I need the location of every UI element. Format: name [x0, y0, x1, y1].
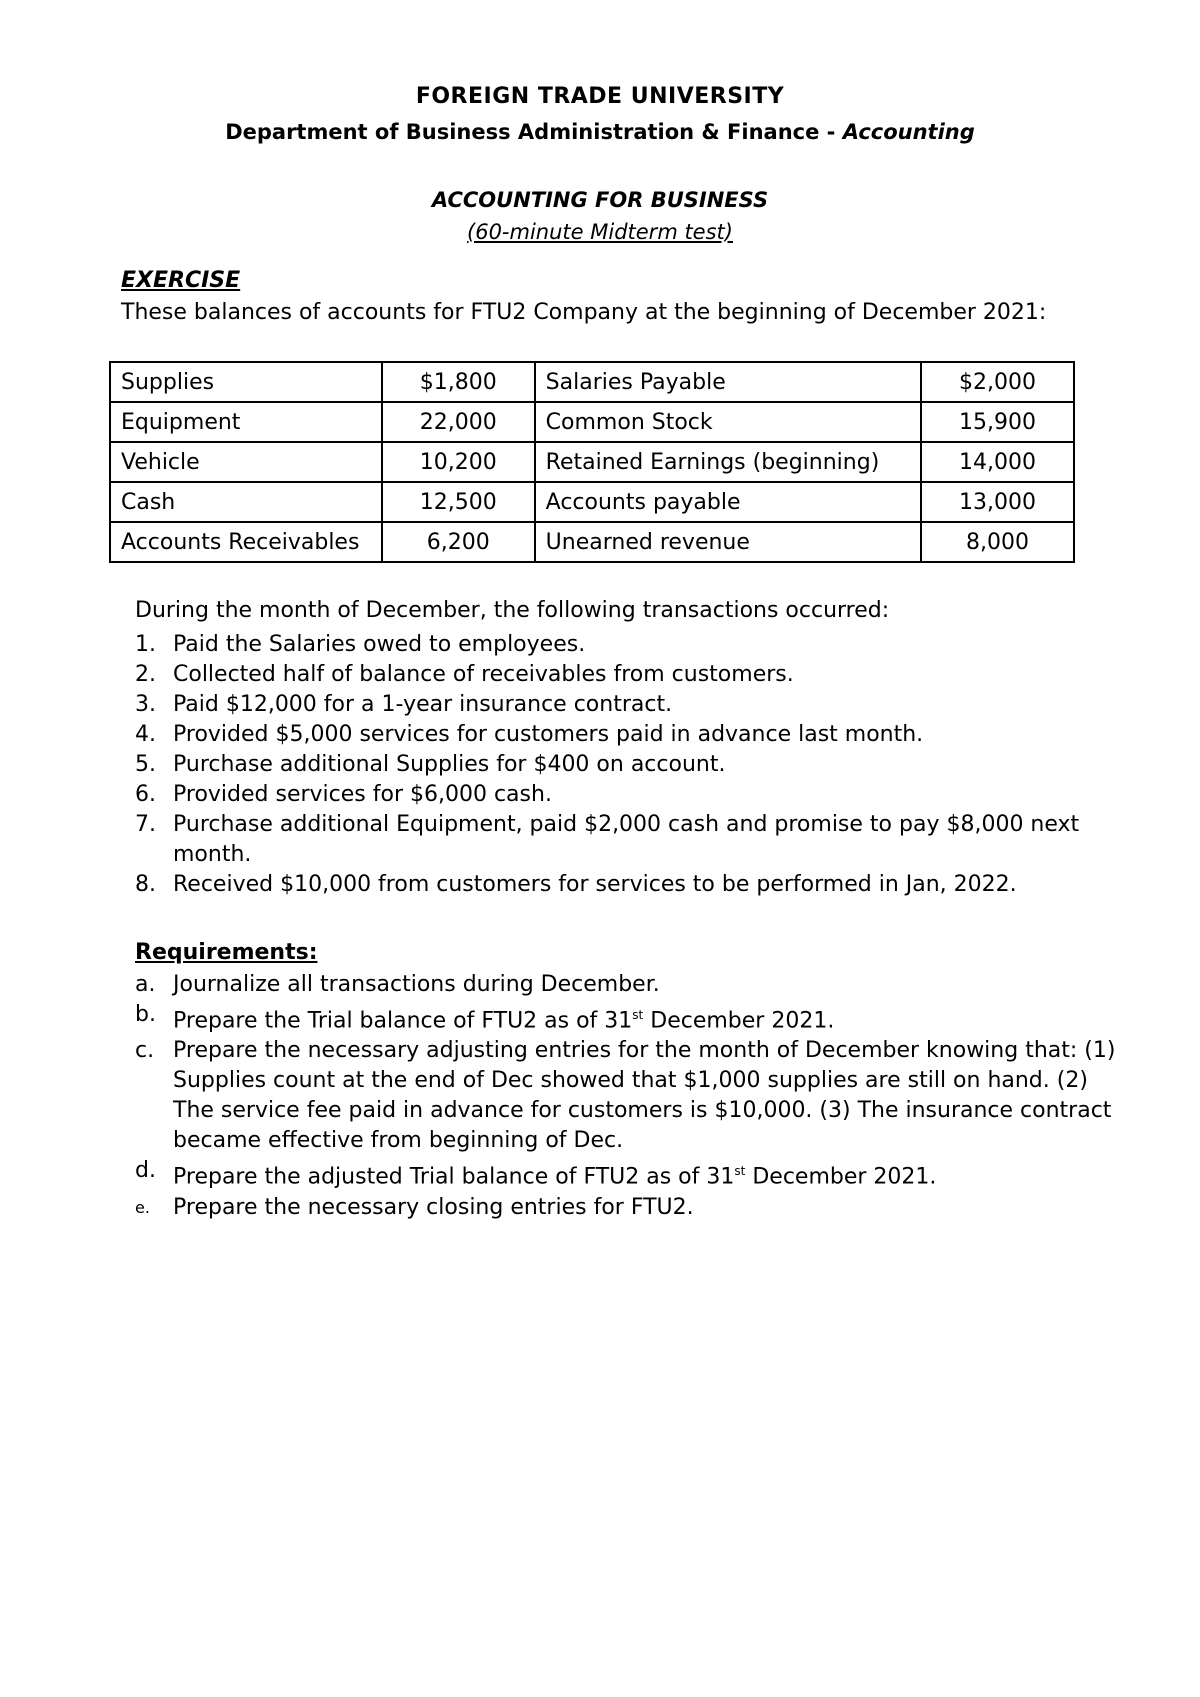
account-value: 14,000 — [921, 442, 1074, 482]
item-letter: c. — [135, 1038, 155, 1064]
account-value: 15,900 — [921, 402, 1074, 442]
item-number: 6. — [135, 782, 156, 807]
account-name: Salaries Payable — [535, 362, 921, 402]
department-prefix: Department of Business Administration & Finance - — [225, 120, 843, 144]
account-value: $2,000 — [921, 362, 1074, 402]
account-name: Retained Earnings (beginning) — [535, 442, 921, 482]
item-superscript: st — [734, 1164, 746, 1179]
item-text: Collected half of balance of receivables from customers. — [173, 662, 794, 687]
item-number: 3. — [135, 692, 156, 717]
table-row — [110, 482, 1074, 522]
table-row — [110, 522, 1074, 562]
item-superscript: st — [632, 1008, 644, 1022]
requirements-label: Requirements: — [135, 940, 318, 965]
item-text: Paid the Salaries owed to employees. — [173, 632, 586, 657]
exercise-intro: These balances of accounts for FTU2 Company at the beginning of December 2021: — [121, 300, 1047, 325]
table-row — [110, 402, 1074, 442]
list-item — [135, 810, 1133, 870]
item-letter: d. — [135, 1158, 156, 1184]
item-text: Provided $5,000 services for customers paid in advance last month. — [173, 722, 924, 747]
item-text: Purchase additional Supplies for $400 on account. — [173, 752, 726, 777]
account-value: 12,500 — [382, 482, 535, 522]
university-title: FOREIGN TRADE UNIVERSITY — [415, 84, 785, 109]
item-text: Prepare the necessary closing entries for FTU2. — [173, 1194, 694, 1220]
item-text: Purchase additional Equipment, paid $2,000 cash and promise to pay $8,000 next month. — [173, 812, 1080, 867]
item-text: Journalize all transactions during December. — [173, 972, 660, 997]
test-subtitle — [0, 220, 1200, 244]
list-item — [135, 750, 1133, 780]
item-number: 5. — [135, 752, 156, 777]
department-suffix: Accounting — [842, 120, 975, 144]
item-text-post: December 2021. — [643, 1008, 835, 1034]
list-item — [135, 780, 1133, 810]
account-name: Equipment — [110, 402, 382, 442]
account-value: 8,000 — [921, 522, 1074, 562]
item-number: 7. — [135, 812, 156, 837]
exercise-label: EXERCISE — [121, 268, 241, 293]
item-letter: e. — [135, 1197, 150, 1217]
list-item — [135, 870, 1133, 900]
list-item — [135, 720, 1133, 750]
account-name: Vehicle — [110, 442, 382, 482]
table-row — [110, 362, 1074, 402]
item-text-post: December 2021. — [745, 1164, 937, 1190]
account-name: Common Stock — [535, 402, 921, 442]
item-number: 2. — [135, 662, 156, 687]
account-value: 6,200 — [382, 522, 535, 562]
item-text: Paid $12,000 for a 1-year insurance contract. — [173, 692, 673, 717]
account-name: Cash — [110, 482, 382, 522]
table-row — [110, 442, 1074, 482]
list-item — [135, 630, 1133, 660]
item-number: 4. — [135, 722, 156, 747]
account-name: Accounts Receivables — [110, 522, 382, 562]
test-label: (60-minute Midterm test) — [467, 220, 733, 244]
list-item — [135, 690, 1133, 720]
item-text-pre: Prepare the adjusted Trial balance of FTU2 as of 31 — [173, 1164, 735, 1190]
department-line — [0, 120, 1200, 144]
item-letter: b. — [135, 1002, 156, 1027]
item-number: 8. — [135, 872, 156, 897]
list-item — [135, 1193, 1133, 1223]
requirements-list — [135, 970, 1133, 1223]
item-letter: a. — [135, 972, 156, 997]
list-item — [135, 660, 1133, 690]
account-value: $1,800 — [382, 362, 535, 402]
transactions-intro: During the month of December, the following transactions occurred: — [135, 598, 890, 623]
item-text-pre: Prepare the Trial balance of FTU2 as of 31 — [173, 1008, 633, 1034]
account-value: 10,200 — [382, 442, 535, 482]
balances-table — [109, 361, 1075, 563]
item-number: 1. — [135, 632, 156, 657]
list-item — [135, 1000, 1133, 1036]
account-value: 22,000 — [382, 402, 535, 442]
account-name: Supplies — [110, 362, 382, 402]
list-item — [135, 1156, 1133, 1192]
item-text: Received $10,000 from customers for services to be performed in Jan, 2022. — [173, 872, 1017, 897]
item-text: Provided services for $6,000 cash. — [173, 782, 552, 807]
transactions-list — [135, 630, 1133, 900]
account-name: Accounts payable — [535, 482, 921, 522]
account-name: Unearned revenue — [535, 522, 921, 562]
list-item — [135, 1036, 1133, 1156]
item-text: Prepare the necessary adjusting entries for the month of December knowing that: (1) Supplies count at the end of Dec showed that $1,000 supplies are still on hand. (2) The service fee paid in advance for customers is $10,000. (3) The insurance contract became effective from beginning of Dec. — [173, 1038, 1116, 1154]
course-title: ACCOUNTING FOR BUSINESS — [431, 188, 769, 212]
list-item — [135, 970, 1133, 1000]
account-value: 13,000 — [921, 482, 1074, 522]
